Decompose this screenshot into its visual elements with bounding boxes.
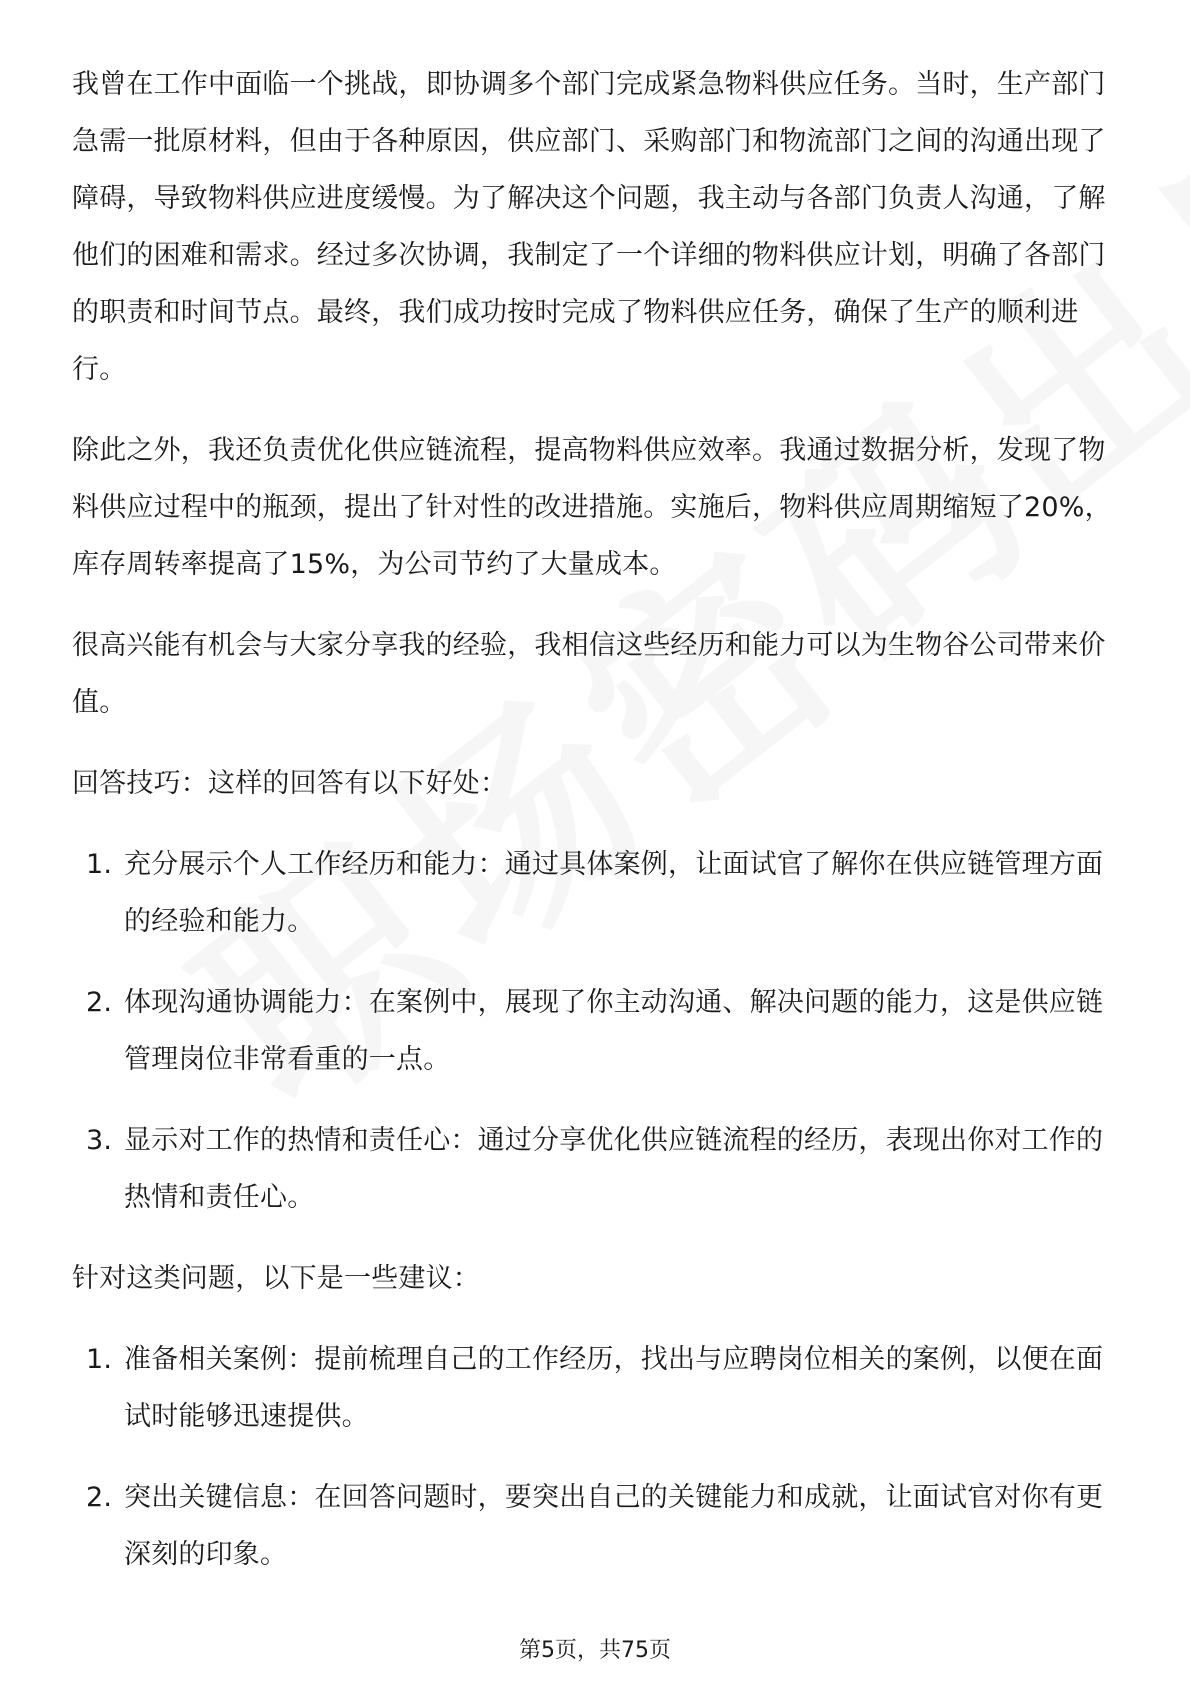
paragraph-experience: 我曾在工作中面临一个挑战，即协调多个部门完成紧急物料供应任务。当时，生产部门急需一批原材料，但由于各种原因，供应部门、采购部门和物流部门之间的沟通出现了障碍，导致物料供应进度缓慢。为了解决这个问题，我主动与各部门负责人沟通，了解他们的困难和需求。经过多次协调，我制定了一个详细的物料供应计划，明确了各部门的职责和时间节点。最终，我们成功按时完成了物料供应任务，确保了生产的顺利进行。 — [72, 69, 1106, 385]
paragraph-optimization: 除此之外，我还负责优化供应链流程，提高物料供应效率。我通过数据分析，发现了物料供应过程中的瓶颈，提出了针对性的改进措施。实施后，物料供应周期缩短了20%，库存周转率提高了15%，为公司节约了大量成本。 — [72, 435, 1112, 580]
list-number: 3. — [86, 1125, 113, 1156]
document-content — [72, 56, 1118, 1607]
list-text: 充分展示个人工作经历和能力：通过具体案例，让面试官了解你在供应链管理方面的经验和能力。 — [124, 849, 1104, 937]
list-item — [72, 1331, 1118, 1445]
list-text: 突出关键信息：在回答问题时，要突出自己的关键能力和成就，让面试官对你有更深刻的印象。 — [124, 1482, 1104, 1570]
list-text: 体现沟通协调能力：在案例中，展现了你主动沟通、解决问题的能力，这是供应链管理岗位非常看重的一点。 — [124, 987, 1104, 1075]
list-item — [72, 974, 1118, 1088]
list-item — [72, 1469, 1118, 1583]
advice-heading: 针对这类问题，以下是一些建议： — [72, 1263, 480, 1294]
paragraph-closing: 很高兴能有机会与大家分享我的经验，我相信这些经历和能力可以为生物谷公司带来价值。 — [72, 630, 1106, 718]
tips-list — [72, 836, 1118, 1226]
list-text: 显示对工作的热情和责任心：通过分享优化供应链流程的经历，表现出你对工作的热情和责任心。 — [124, 1125, 1104, 1213]
list-item — [72, 836, 1118, 950]
tips-heading: 回答技巧：这样的回答有以下好处： — [72, 768, 508, 799]
advice-list — [72, 1331, 1118, 1583]
page-number: 第5页，共75页 — [519, 1638, 671, 1663]
list-number: 2. — [86, 1482, 113, 1513]
list-number: 1. — [86, 849, 113, 880]
list-number: 1. — [86, 1344, 113, 1375]
list-number: 2. — [86, 987, 113, 1018]
list-text: 准备相关案例：提前梳理自己的工作经历，找出与应聘岗位相关的案例，以便在面试时能够迅速提供。 — [124, 1344, 1104, 1432]
list-item — [72, 1112, 1118, 1226]
